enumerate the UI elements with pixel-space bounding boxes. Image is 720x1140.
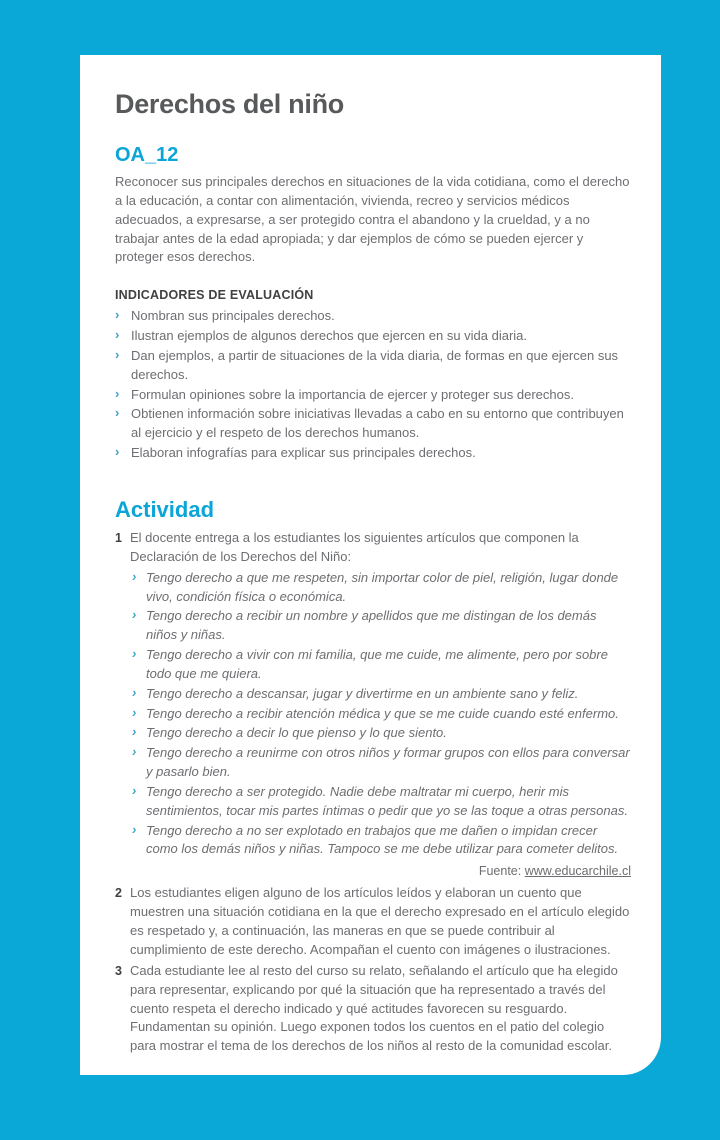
fuente-link[interactable]: www.educarchile.cl xyxy=(524,864,631,879)
arrow-bullet-icon: › xyxy=(132,744,137,760)
articulo-item xyxy=(132,607,631,645)
indicador-text: Formulan opiniones sobre la importancia de ejercer y proteger sus derechos. xyxy=(131,386,574,402)
articulo-text: Tengo derecho a recibir atención médica y que se me cuide cuando esté enfermo. xyxy=(146,705,619,721)
step-number: 3 xyxy=(115,963,122,978)
arrow-bullet-icon: › xyxy=(115,307,120,323)
articulo-item xyxy=(132,783,631,821)
arrow-bullet-icon: › xyxy=(132,646,137,662)
articulo-item xyxy=(132,685,631,704)
arrow-bullet-icon: › xyxy=(115,385,120,401)
indicador-item xyxy=(115,444,631,463)
actividad-step-3 xyxy=(115,962,631,1056)
indicador-item xyxy=(115,327,631,346)
articulo-item xyxy=(132,705,631,724)
arrow-bullet-icon: › xyxy=(132,782,137,798)
oa-code-heading: OA_12 xyxy=(115,144,179,166)
page-title: Derechos del niño xyxy=(115,89,344,119)
indicador-item xyxy=(115,386,631,405)
articulo-item xyxy=(132,822,631,860)
indicadores-heading: INDICADORES DE EVALUACIÓN xyxy=(115,288,314,303)
arrow-bullet-icon: › xyxy=(132,684,137,700)
articulo-item xyxy=(132,724,631,743)
fuente-label: Fuente: xyxy=(478,864,525,879)
arrow-bullet-icon: › xyxy=(132,568,137,584)
articulo-text: Tengo derecho a recibir un nombre y apellidos que me distingan de los demás niños y niñas. xyxy=(146,608,597,643)
arrow-bullet-icon: › xyxy=(132,704,137,720)
content-card xyxy=(80,55,661,1075)
oa-description: Reconocer sus principales derechos en situaciones de la vida cotidiana, como el derecho a la educación, a contar con alimentación, vivienda, recreo y servicios médicos adecuados, a expresarse, a ser protegido contra el abandono y la crueldad, y a no trabajar antes de la edad apropiada; y dar ejemplos de cómo se pueden ejercer y proteger esos derechos. xyxy=(115,174,630,265)
articulo-text: Tengo derecho a reunirme con otros niños y formar grupos con ellos para conversar y pasarlo bien. xyxy=(146,745,630,780)
articulos-list xyxy=(130,569,631,860)
arrow-bullet-icon: › xyxy=(115,444,120,460)
arrow-bullet-icon: › xyxy=(115,346,120,362)
indicador-item xyxy=(115,307,631,326)
indicador-text: Ilustran ejemplos de algunos derechos que ejercen en su vida diaria. xyxy=(131,328,528,344)
articulo-text: Tengo derecho a vivir con mi familia, que me cuide, me alimente, pero por sobre todo que me quiera. xyxy=(146,647,608,681)
actividad-steps xyxy=(115,529,631,1056)
step-text: El docente entrega a los estudiantes los siguientes artículos que componen la Declaración de los Derechos del Niño: xyxy=(130,529,579,564)
step-text: Cada estudiante lee al resto del curso su relato, señalando el artículo que ha elegido para representar, explicando por qué la situación que ha representado a través del cuento respeta el derecho indicado y qué actitudes favorecen su resguardo. Fundamentan su opinión. Luego exponen todos los cuentos en el patio del colegio para mostrar el tema de los derechos de los niños al resto de la comunidad escolar. xyxy=(130,962,618,1054)
actividad-step-2 xyxy=(115,884,631,959)
indicador-text: Elaboran infografías para explicar sus principales derechos. xyxy=(131,445,476,461)
articulo-text: Tengo derecho a decir lo que pienso y lo que siento. xyxy=(146,725,447,741)
arrow-bullet-icon: › xyxy=(132,724,137,740)
arrow-bullet-icon: › xyxy=(132,607,137,623)
arrow-bullet-icon: › xyxy=(115,405,120,421)
card-content xyxy=(80,55,661,1056)
indicador-text: Nombran sus principales derechos. xyxy=(131,308,335,324)
step-number: 1 xyxy=(115,530,122,545)
articulo-item xyxy=(132,646,631,684)
step-text: Los estudiantes eligen alguno de los artículos leídos y elaboran un cuento que muestren una situación cotidiana en la que el derecho expresado en el artículo elegido es respetado y, a continuación, las maneras en que se puede contribuir al cumplimiento de este derecho. Acompañan el cuento con imágenes o ilustraciones. xyxy=(130,885,630,957)
actividad-heading: Actividad xyxy=(115,496,215,522)
indicador-item xyxy=(115,405,631,443)
articulo-item xyxy=(132,744,631,782)
arrow-bullet-icon: › xyxy=(132,821,137,837)
fuente-line xyxy=(130,862,631,880)
indicador-item xyxy=(115,347,631,385)
arrow-bullet-icon: › xyxy=(115,327,120,343)
articulo-item xyxy=(132,569,631,607)
indicador-text: Obtienen información sobre iniciativas llevadas a cabo en su entorno que contribuyen al ejercicio y el respeto de los derechos humanos. xyxy=(131,406,624,441)
actividad-step-1 xyxy=(115,529,631,880)
step-number: 2 xyxy=(115,886,122,901)
articulo-text: Tengo derecho a descansar, jugar y divertirme en un ambiente sano y feliz. xyxy=(146,685,579,701)
articulo-text: Tengo derecho a no ser explotado en trabajos que me dañen o impidan crecer como los demás niños y niñas. Tampoco se me debe utilizar para cometer delitos. xyxy=(146,822,619,857)
indicadores-list xyxy=(115,307,631,463)
articulo-text: Tengo derecho a ser protegido. Nadie debe maltratar mi cuerpo, herir mis sentimientos, tocar mis partes íntimas o pedir que yo se las toque a otras personas. xyxy=(146,783,628,818)
articulo-text: Tengo derecho a que me respeten, sin importar color de piel, religión, lugar donde vivo, condición física o económica. xyxy=(146,569,619,604)
indicador-text: Dan ejemplos, a partir de situaciones de la vida diaria, de formas en que ejercen sus derechos. xyxy=(131,347,619,382)
